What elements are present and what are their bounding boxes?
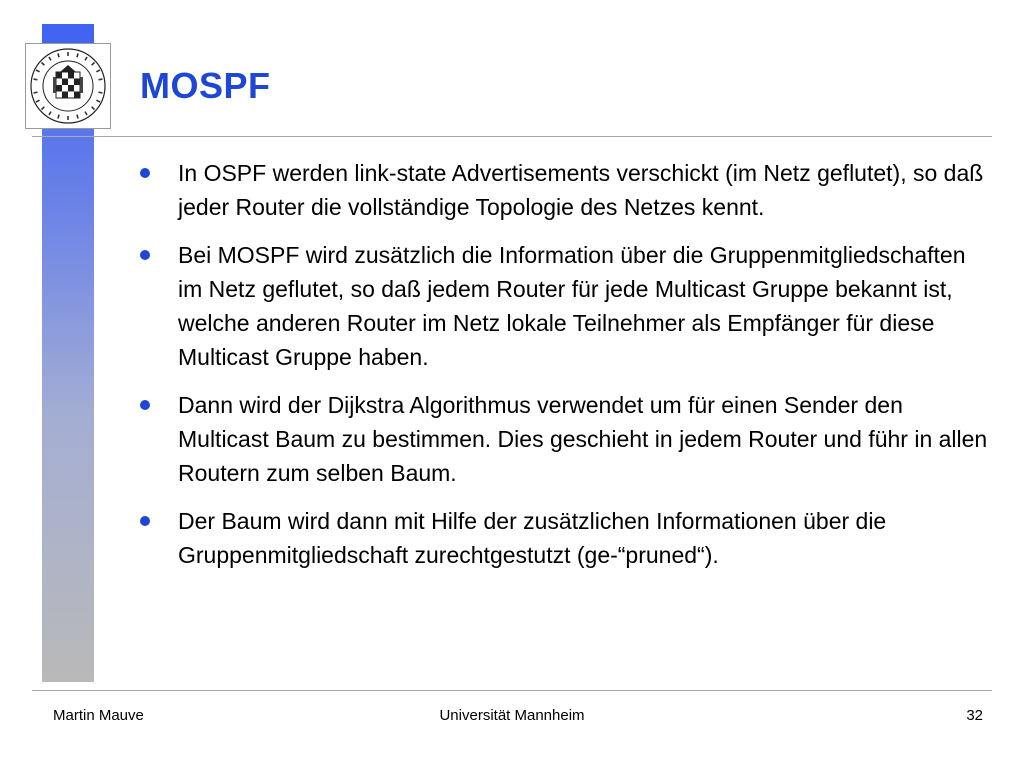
bullet-dot-icon xyxy=(140,250,150,260)
bullet-dot-icon xyxy=(140,516,150,526)
bullet-item xyxy=(133,238,993,374)
university-logo xyxy=(25,43,111,129)
bullet-text: In OSPF werden link-state Advertisements verschickt (im Netz geflutet), so daß jeder Router die vollständige Topologie des Netzes kennt. xyxy=(178,160,984,220)
bullet-item xyxy=(133,504,993,572)
bullet-text: Bei MOSPF wird zusätzlich die Information über die Gruppenmitgliedschaften im Netz geflutet, so daß jedem Router für jede Multicast Gruppe bekannt ist, welche anderen Router im Netz lokale Teilnehmer als Empfänger für diese Multicast Gruppe haben. xyxy=(178,242,966,370)
footer-author: Martin Mauve xyxy=(53,707,144,724)
bullet-item xyxy=(133,156,993,224)
bullet-text: Dann wird der Dijkstra Algorithmus verwendet um für einen Sender den Multicast Baum zu bestimmen. Dies geschieht in jedem Router und führ in allen Routern zum selben Baum. xyxy=(178,392,988,486)
bullet-dot-icon xyxy=(140,168,150,178)
bullet-item xyxy=(133,388,993,490)
bullet-text: Der Baum wird dann mit Hilfe der zusätzlichen Informationen über die Gruppenmitgliedschaft zurechtgestutzt (ge-“pruned“). xyxy=(178,508,887,568)
slide-title: MOSPF xyxy=(140,65,271,106)
footer-divider xyxy=(32,690,992,691)
page-number: 32 xyxy=(966,707,983,724)
bullet-dot-icon xyxy=(140,400,150,410)
footer-institution: Universität Mannheim xyxy=(439,707,585,724)
bullet-list xyxy=(133,156,993,586)
university-seal-icon xyxy=(26,44,110,128)
title-divider xyxy=(32,136,992,137)
